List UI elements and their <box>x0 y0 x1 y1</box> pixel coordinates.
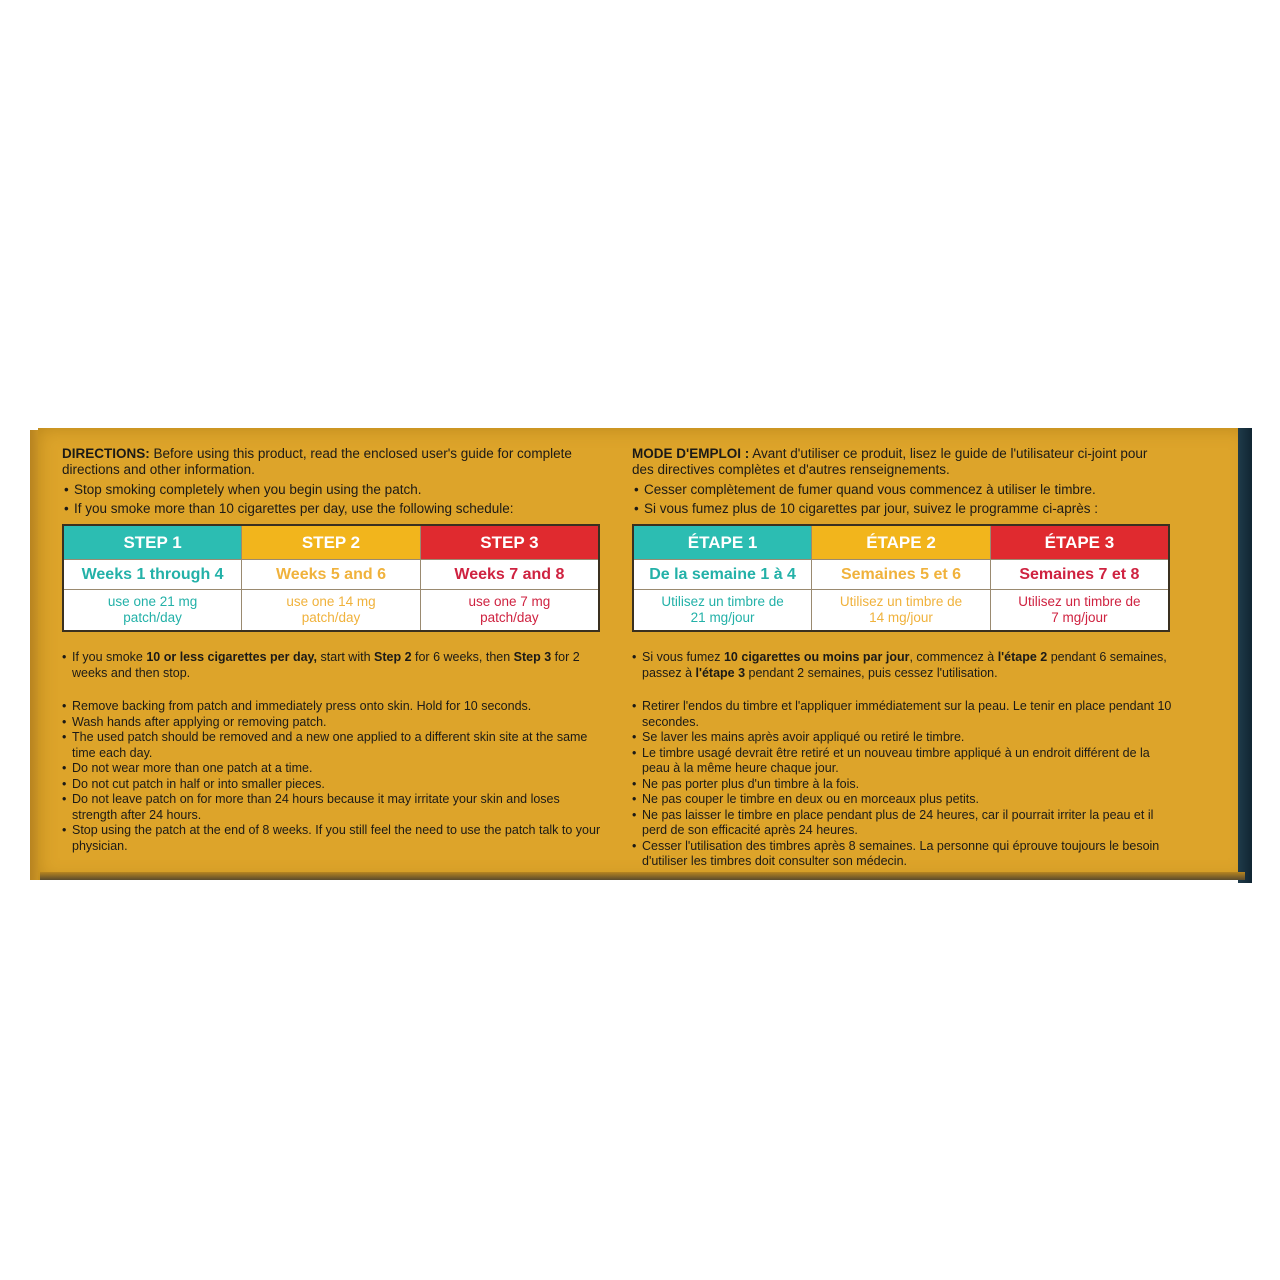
schedule-table <box>62 524 600 632</box>
instructions-list <box>62 650 602 854</box>
step-3-header: STEP 3 <box>420 525 599 560</box>
etape-1-dose-line1: Utilisez un timbre de <box>661 594 784 609</box>
note-bold: l'étape 3 <box>695 665 746 680</box>
list-item: • Retirer l'endos du timbre et l'appliquer immédiatement sur la peau. Le tenir en place pendant 10 secondes. <box>632 699 1172 730</box>
etape-1-dose-line2: 21 mg/jour <box>690 610 755 625</box>
step-1-dose-line2: patch/day <box>123 610 182 625</box>
box-right-edge <box>1238 428 1252 883</box>
etape-1-weeks: De la semaine 1 à 4 <box>633 560 812 590</box>
instructions-list-fr <box>632 650 1172 870</box>
etape-2-dose-line2: 14 mg/jour <box>869 610 933 625</box>
step-3-dose-line1: use one 7 mg <box>468 594 551 609</box>
note-bold: Step 3 <box>513 650 552 664</box>
list-item: • Stop using the patch at the end of 8 weeks. If you still feel the need to use the patch talk to your physician. <box>62 823 602 854</box>
step-3-dose-line2: patch/day <box>480 610 539 625</box>
list-item: • Cesser l'utilisation des timbres après 8 semaines. La personne qui éprouve toujours le besoin d'utiliser les timbres doit consulter son médecin. <box>632 839 1172 870</box>
box-bottom-edge <box>40 872 1245 880</box>
step-2-dose-line2: patch/day <box>301 610 361 625</box>
note-text: for 2 weeks and then stop. <box>72 650 580 680</box>
etape-3-dose-line1: Utilisez un timbre de <box>1018 594 1141 609</box>
list-item: • Wash hands after applying or removing patch. <box>62 715 602 731</box>
step-2-weeks: Weeks 5 and 6 <box>242 560 421 590</box>
spacer <box>632 681 1172 699</box>
etape-2-weeks: Semaines 5 et 6 <box>812 560 991 590</box>
etape-1-header: ÉTAPE 1 <box>633 525 812 560</box>
mode-emploi-heading: MODE D'EMPLOI : <box>632 446 750 461</box>
directions-intro <box>62 446 602 478</box>
list-item: • Do not leave patch on for more than 24 hours because it may irritate your skin and loses strength after 24 hours. <box>62 792 602 823</box>
etape-3-dose <box>990 590 1169 632</box>
list-item: • Do not cut patch in half or into smaller pieces. <box>62 777 602 793</box>
list-item: • Do not wear more than one patch at a time. <box>62 761 602 777</box>
note-text: Si vous fumez <box>642 650 724 664</box>
list-item: • Cesser complètement de fumer quand vous commencez à utiliser le timbre. <box>632 480 1172 499</box>
directions-intro-text: Before using this product, read the enclosed user's guide for complete directions and other information. <box>62 446 572 477</box>
note-bold: Step 2 <box>374 650 412 664</box>
list-item: • Le timbre usagé devrait être retiré et un nouveau timbre appliqué à un endroit différent de la peau à la même heure chaque jour. <box>632 746 1172 777</box>
directions-heading: DIRECTIONS: <box>62 446 150 461</box>
mode-emploi-intro <box>632 446 1172 478</box>
note-text: If you smoke <box>72 650 147 664</box>
mode-emploi-intro-text: Avant d'utiliser ce produit, lisez le guide de l'utilisateur ci-joint pour des directives complètes et d'autres renseignements. <box>632 446 1148 477</box>
step-2-dose <box>242 590 421 632</box>
directions-french <box>632 446 1172 870</box>
low-smoker-note-fr <box>632 650 1172 681</box>
list-item: • Ne pas porter plus d'un timbre à la fois. <box>632 777 1172 793</box>
step-2-dose-line1: use one 14 mg <box>286 594 376 609</box>
step-1-dose <box>63 590 242 632</box>
etape-3-header: ÉTAPE 3 <box>990 525 1169 560</box>
etape-3-dose-line2: 7 mg/jour <box>1051 610 1108 625</box>
step-2-header: STEP 2 <box>242 525 421 560</box>
step-3-weeks: Weeks 7 and 8 <box>420 560 599 590</box>
list-item: • Remove backing from patch and immediately press onto skin. Hold for 10 seconds. <box>62 699 602 715</box>
list-item: • Se laver les mains après avoir appliqué ou retiré le timbre. <box>632 730 1172 746</box>
list-item: • Ne pas couper le timbre en deux ou en morceaux plus petits. <box>632 792 1172 808</box>
note-bold: 10 or less cigarettes per day, <box>146 650 318 664</box>
note-bold: l'étape 2 <box>997 650 1048 664</box>
etape-1-dose <box>633 590 812 632</box>
note-text: start with <box>317 650 375 664</box>
note-text: , commencez à <box>909 650 998 664</box>
list-item: • The used patch should be removed and a new one applied to a different skin site at the same time each day. <box>62 730 602 761</box>
low-smoker-note <box>62 650 602 681</box>
etape-2-dose <box>812 590 991 632</box>
note-text: pendant 2 semaines, puis cessez l'utilisation. <box>745 665 998 680</box>
programme-table <box>632 524 1170 632</box>
note-text: pendant 6 semaines, passez à <box>642 650 1167 680</box>
spacer <box>62 681 602 699</box>
list-item: • Ne pas laisser le timbre en place pendant plus de 24 heures, car il pourrait irriter la peau et il perd de son efficacité après 24 heures. <box>632 808 1172 839</box>
directions-bullets <box>62 480 602 518</box>
etape-2-header: ÉTAPE 2 <box>812 525 991 560</box>
list-item: • If you smoke more than 10 cigarettes per day, use the following schedule: <box>62 499 602 518</box>
note-bold: 10 cigarettes ou moins par jour <box>723 650 910 664</box>
step-1-dose-line1: use one 21 mg <box>107 594 198 609</box>
mode-emploi-bullets <box>632 480 1172 518</box>
note-text: for 6 weeks, then <box>411 650 514 664</box>
list-item: • Stop smoking completely when you begin using the patch. <box>62 480 602 499</box>
list-item: • Si vous fumez plus de 10 cigarettes par jour, suivez le programme ci-après : <box>632 499 1172 518</box>
directions-english <box>62 446 602 854</box>
step-1-header: STEP 1 <box>63 525 242 560</box>
etape-3-weeks: Semaines 7 et 8 <box>990 560 1169 590</box>
etape-2-dose-line1: Utilisez un timbre de <box>839 594 963 609</box>
step-3-dose <box>420 590 599 632</box>
step-1-weeks: Weeks 1 through 4 <box>63 560 242 590</box>
